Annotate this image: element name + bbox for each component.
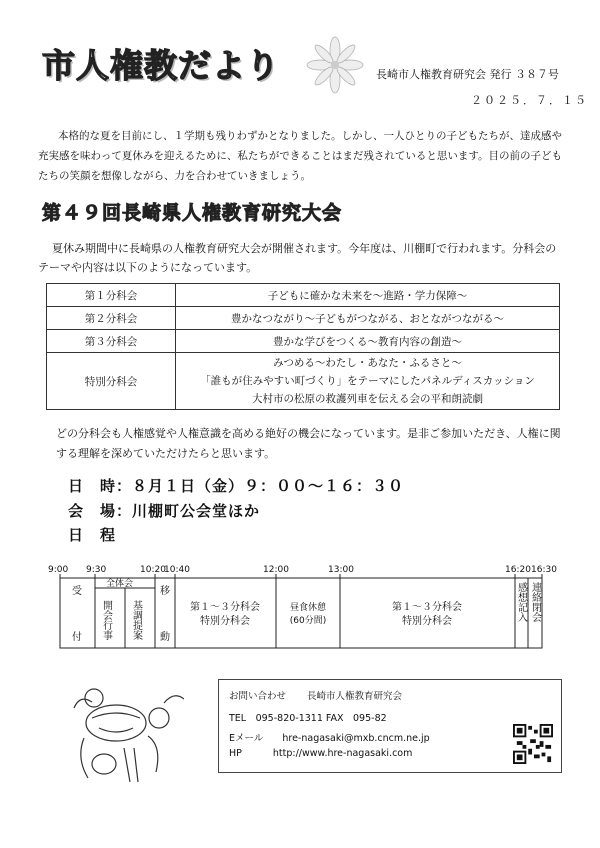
issue-date: ２０２５．７．１５: [471, 94, 588, 107]
schedule-plenary-label: 全体会: [106, 579, 134, 589]
schedule-move-bottom: 動: [160, 632, 170, 643]
time-label: 13:00: [328, 565, 354, 575]
time-label: 10:40: [164, 565, 190, 575]
table-row: [47, 353, 560, 410]
schedule-reception-bottom: 付: [72, 632, 82, 643]
mascot-illustration-icon: [64, 678, 184, 788]
email-label: Eメール: [229, 733, 264, 744]
event-datetime: 日 時：８月１日（金）９：００～１６：３０: [68, 477, 405, 495]
schedule-reception-top: 受: [72, 586, 82, 597]
special-session-themes: [176, 353, 560, 410]
schedule-closing: 連絡閉会: [529, 582, 541, 622]
schedule-morning-sessions: 第１～３分科会: [190, 602, 260, 613]
special-theme-line: 大村市の松原の救護列車を伝える会の平和朗読劇: [252, 393, 483, 405]
contact-hp-row: [229, 748, 412, 759]
special-theme-line: 「誰もが住みやすい町づくり」をテーマにしたパネルディスカッション: [200, 375, 535, 387]
schedule-morning-special: 特別分科会: [200, 616, 250, 627]
contact-phone-fax: TEL 095-820-1311 FAX 095-82: [229, 713, 387, 724]
session-theme: 子どもに確かな未来を～進路・学力保障～: [176, 284, 560, 307]
table-row: [47, 284, 560, 307]
newsletter-title: 市人権教だより: [42, 46, 280, 85]
session-name: 第１分科会: [47, 284, 176, 307]
session-name: 特別分科会: [47, 353, 176, 410]
schedule-afternoon-special: 特別分科会: [402, 616, 452, 627]
special-theme-line: みつめる～わたし・あなた・ふるさと～: [273, 357, 462, 369]
schedule-label: 日 程: [68, 526, 117, 544]
flower-decoration-icon: [306, 36, 364, 94]
contact-header: [229, 688, 402, 702]
time-label: 12:00: [263, 565, 289, 575]
homepage-link[interactable]: http://www.hre-nagasaki.com: [272, 748, 413, 759]
schedule-timeline: [0, 560, 600, 660]
section-body: 夏休み期間中に長崎県の人権教育研究大会が開催されます。今年度は、川棚町で行われます。分科会のテーマや内容は以下のようになっています。: [38, 242, 557, 274]
session-name: 第３分科会: [47, 330, 176, 353]
qr-code-icon[interactable]: [513, 724, 553, 764]
schedule-afternoon-sessions: 第１～３分科会: [392, 602, 462, 613]
schedule-lunch-duration: (60分間): [289, 616, 327, 626]
table-row: [47, 330, 560, 353]
contact-box: [218, 679, 562, 773]
session-theme: 豊かな学びをつくる～教育内容の創造～: [176, 330, 560, 353]
session-name: 第２分科会: [47, 307, 176, 330]
schedule-keynote: 基調提案: [130, 600, 142, 640]
time-label: 16:30: [531, 565, 557, 575]
event-venue: 会 場：川棚町公会堂ほか: [68, 502, 261, 520]
contact-label: お問い合わせ: [229, 691, 287, 702]
time-label: 16:20: [505, 565, 531, 575]
time-label: 10:20: [140, 565, 166, 575]
contact-organization: 長崎市人権教育研究会: [307, 691, 403, 702]
closing-paragraph: どの分科会も人権感覚や人権意識を高める絶好の機会になっています。是非ご参加いただき、人権に関する理解を深めていただけたらと思います。: [56, 427, 561, 460]
email-link[interactable]: hre-nagasaki@mxb.cncm.ne.jp: [282, 733, 430, 744]
contact-email-row: [229, 730, 430, 744]
session-theme: 豊かなつながり～子どもがつながる、おとながつながる～: [176, 307, 560, 330]
intro-paragraph: 本格的な夏を目前にし、１学期も残りわずかとなりました。しかし、一人ひとりの子どもたちが、達成感や充実感を味わって夏休みを迎えるために、私たちができることはまだ残されていると思います。目の前の子どもたちの笑顔を想像しながら、力を合わせていきましょう。: [38, 130, 563, 182]
sessions-table: [46, 283, 560, 410]
table-row: [47, 307, 560, 330]
schedule-feedback: 感想記入: [515, 582, 527, 622]
hp-label: HP: [229, 748, 242, 759]
time-label: 9:00: [48, 565, 69, 575]
section-heading: 第４９回長崎県人権教育研究大会: [42, 202, 343, 224]
time-label: 9:30: [86, 565, 107, 575]
publisher-info: 長崎市人権教育研究会 発行 ３８７号: [376, 68, 559, 81]
schedule-opening: 開会行事: [100, 600, 112, 640]
schedule-move-top: 移: [160, 586, 170, 597]
schedule-lunch: 昼食休憩: [289, 603, 327, 613]
